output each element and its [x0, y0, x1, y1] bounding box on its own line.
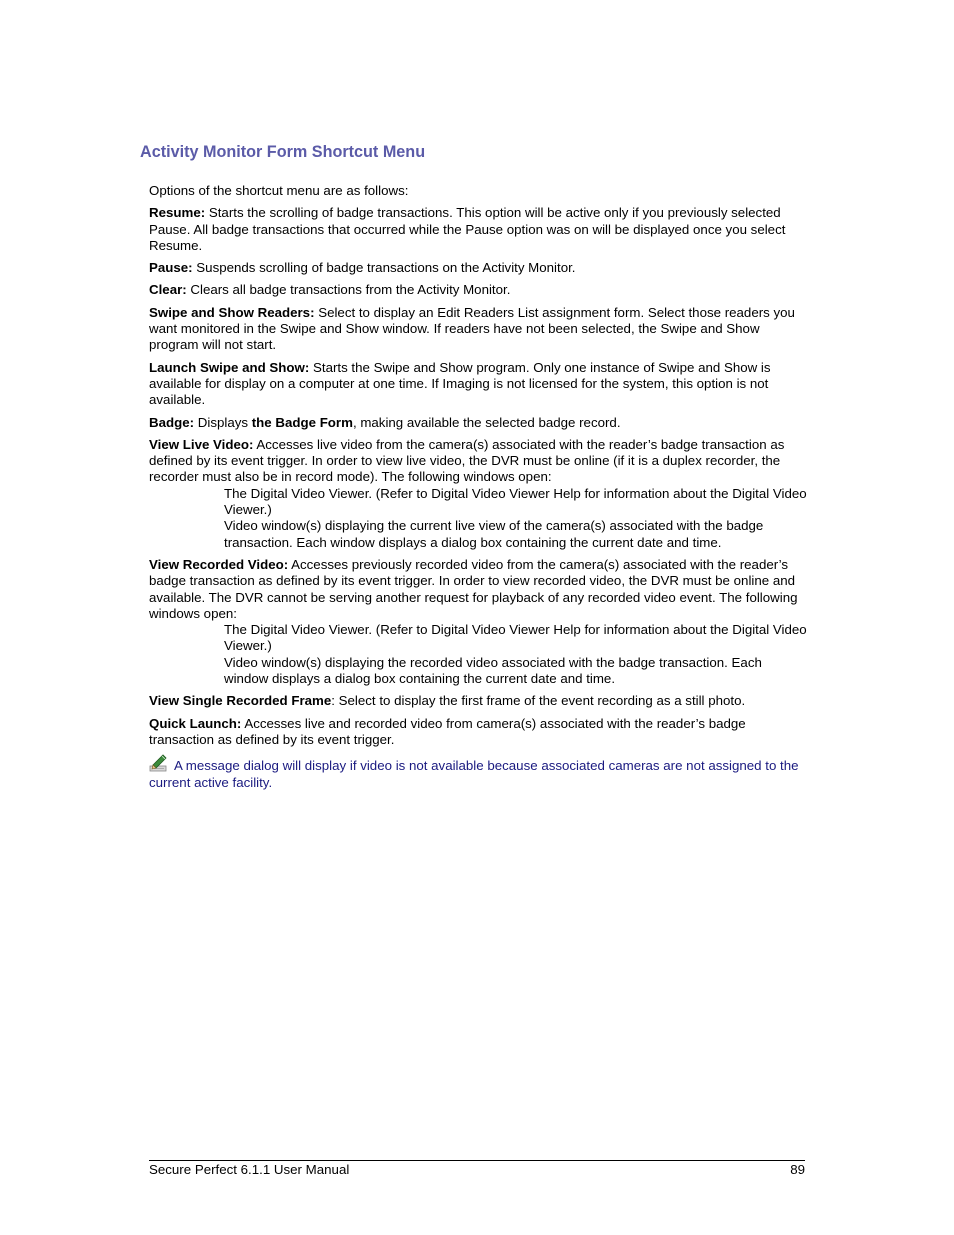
desc-quick-launch: Accesses live and recorded video from camera(s) associated with the reader’s badge transaction as defined by its event trigger.: [149, 715, 746, 747]
desc-pause: Suspends scrolling of badge transactions on the Activity Monitor.: [192, 260, 576, 276]
desc-badge: Displays: [194, 414, 252, 430]
item-view-recorded-video: [149, 557, 809, 622]
item-launch-swipe-show: [149, 360, 809, 409]
item-clear: [149, 282, 809, 298]
desc-launch-swipe-show: Starts the Swipe and Show program. Only one instance of Swipe and Show is available for display on a computer at one time. If Imaging is not licensed for the system, this option is not available.: [149, 359, 771, 408]
note-text: A message dialog will display if video is not available because associated cameras are not assigned to the current active facility.: [149, 758, 799, 790]
footer-title: Secure Perfect 6.1.1 User Manual: [149, 1162, 350, 1177]
desc-clear: Clears all badge transactions from the Activity Monitor.: [186, 282, 511, 298]
term-swipe-show-readers: Swipe and Show Readers:: [149, 304, 315, 320]
item-resume: [149, 205, 809, 254]
note-pencil-icon: [149, 754, 169, 772]
desc-view-single-frame: : Select to display the first frame of the event recording as a still photo.: [331, 693, 746, 709]
recorded-window-video: Video window(s) displaying the recorded video associated with the badge transaction. Each window displays a dialog box containing the current date and time.: [224, 654, 762, 687]
desc-badge-after: , making available the selected badge record.: [352, 414, 621, 430]
term-pause: Pause:: [149, 260, 193, 276]
term-clear: Clear:: [149, 282, 187, 298]
footer-divider: [149, 1160, 805, 1161]
desc-resume: Starts the scrolling of badge transactions. This option will be active only if you previously selected Pause. All badge transactions that occurred while the Pause option was on will be displayed once you select Resume.: [149, 205, 786, 253]
note-paragraph: [149, 754, 809, 791]
intro-text: Options of the shortcut menu are as follows:: [149, 183, 409, 198]
item-badge: [149, 415, 809, 431]
desc-view-recorded-video: Accesses previously recorded video from the camera(s) associated with the reader’s badge transaction as defined by its event trigger. In order to view recorded video, the DVR must be online and available. The DVR cannot be serving another request for playback of any recorded video event. The following windows open:: [149, 556, 798, 621]
term-view-single-frame: View Single Recorded Frame: [149, 693, 332, 709]
badge-form-ref: the Badge Form: [251, 414, 353, 430]
term-view-live-video: View Live Video:: [149, 436, 254, 452]
term-launch-swipe-show: Launch Swipe and Show:: [149, 359, 310, 375]
term-view-recorded-video: View Recorded Video:: [149, 556, 289, 572]
term-resume: Resume:: [149, 205, 206, 221]
desc-view-live-video: Accesses live video from the camera(s) associated with the reader’s badge transaction as defined by its event trigger. In order to view live video, the DVR must be online (if it is a duplex recorder, the recorder must also be in record mode). The following windows open:: [149, 436, 785, 485]
desc-swipe-show-readers: Select to display an Edit Readers List assignment form. Select those readers you want monitored in the Swipe and Show window. If readers have not been selected, the Swipe and Show program will not start.: [149, 304, 795, 353]
recorded-window-viewer: The Digital Video Viewer. (Refer to Digital Video Viewer Help for information about the Digital Video Viewer.): [224, 622, 807, 654]
item-view-single-frame: [149, 693, 809, 709]
item-pause: [149, 260, 809, 276]
item-view-live-video: [149, 437, 809, 486]
section-heading: Activity Monitor Form Shortcut Menu: [140, 143, 426, 161]
item-swipe-show-readers: [149, 305, 809, 354]
item-quick-launch: [149, 716, 809, 749]
live-window-viewer: The Digital Video Viewer. (Refer to Digital Video Viewer Help for information about the Digital Video Viewer.): [224, 485, 807, 518]
footer-page-number: 89: [790, 1162, 805, 1177]
term-badge: Badge:: [149, 414, 195, 430]
section-content: [149, 183, 809, 797]
live-window-video: Video window(s) displaying the current live view of the camera(s) associated with the badge transaction. Each window displays a dialog box containing the current date and time.: [224, 518, 764, 550]
term-quick-launch: Quick Launch:: [149, 715, 242, 731]
